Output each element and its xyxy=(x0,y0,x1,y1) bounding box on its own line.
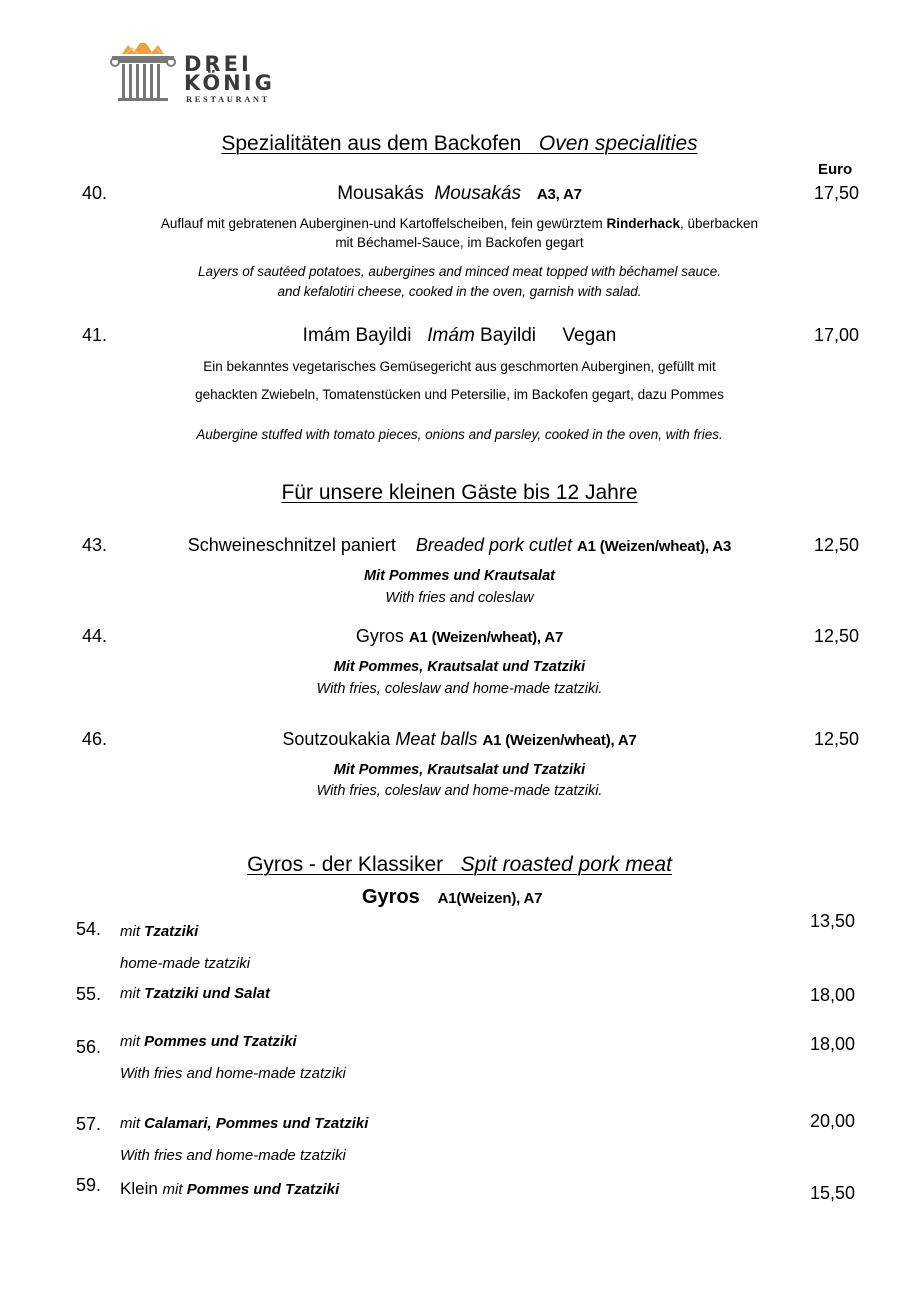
item-price: 12,50 xyxy=(813,626,859,646)
logo-line-koenig: KÖNIG xyxy=(184,71,275,95)
item-title: mit Tzatziki xyxy=(120,923,199,940)
logo-line-restaurant: RESTAURANT xyxy=(186,94,270,104)
item-price: 12,50 xyxy=(813,729,859,749)
gyros-heading: Gyros - der Klassiker Spit roasted pork meat xyxy=(247,853,672,876)
item-price: 12,50 xyxy=(813,535,859,555)
gyros-subtitle: Gyros A1(Weizen), A7 xyxy=(362,886,543,908)
item-side-en: With fries, coleslaw and home-made tzatziki. xyxy=(316,681,603,697)
item-price: 18,00 xyxy=(809,985,855,1005)
restaurant-logo xyxy=(108,42,328,106)
item-title: mit Pommes und Tzatziki xyxy=(120,1033,297,1050)
oven-heading: Spezialitäten aus dem Backofen Oven specialities xyxy=(221,132,698,155)
item-description-en: Aubergine stuffed with tomato pieces, onions and parsley, cooked in the oven, with fries. xyxy=(196,427,723,442)
item-price: 20,00 xyxy=(809,1111,855,1131)
item-description-de: mit Béchamel-Sauce, im Backofen gegart xyxy=(335,235,584,250)
item-side-en: With fries, coleslaw and home-made tzatziki. xyxy=(316,783,603,799)
item-description-de: Ein bekanntes vegetarisches Gemüsegericht aus geschmorten Auberginen, gefüllt mit xyxy=(203,359,716,374)
item-number: 44. xyxy=(82,626,108,646)
item-number: 59. xyxy=(76,1175,102,1195)
item-description-en: With fries and home-made tzatziki xyxy=(120,1065,346,1082)
item-number: 43. xyxy=(82,535,108,555)
item-number: 55. xyxy=(76,984,102,1004)
item-price: 17,00 xyxy=(813,325,859,345)
item-number: 41. xyxy=(82,325,108,345)
item-title: Mousakás Mousakás A3, A7 xyxy=(337,183,582,204)
item-price: 17,50 xyxy=(813,183,859,203)
item-side-de: Mit Pommes, Krautsalat und Tzatziki xyxy=(333,762,586,778)
item-title: mit Calamari, Pommes und Tzatziki xyxy=(120,1115,369,1132)
logo-line-drei: DREI xyxy=(184,52,252,76)
item-side-de: Mit Pommes und Krautsalat xyxy=(364,568,555,584)
column-crown-icon xyxy=(108,42,180,104)
item-side-de: Mit Pommes, Krautsalat und Tzatziki xyxy=(333,659,586,675)
item-title: Schweineschnitzel paniert Breaded pork cutlet A1 (Weizen/wheat), A3 xyxy=(187,535,732,555)
item-description-en: home-made tzatziki xyxy=(120,955,251,972)
item-description-de: Auflauf mit gebratenen Auberginen-und Kartoffelscheiben, fein gewürztem Rinderhack, überbacken xyxy=(160,216,759,231)
currency-label: Euro xyxy=(818,161,853,178)
item-side-en: With fries and coleslaw xyxy=(385,590,534,606)
item-title: Gyros A1 (Weizen/wheat), A7 xyxy=(355,626,564,646)
item-description-en: Layers of sautéed potatoes, aubergines and minced meat topped with béchamel sauce. xyxy=(197,264,722,279)
item-title: Klein mit Pommes und Tzatziki xyxy=(120,1179,340,1198)
item-title: Soutzoukakia Meat balls A1 (Weizen/wheat), A7 xyxy=(282,729,637,749)
kids-heading: Für unsere kleinen Gäste bis 12 Jahre xyxy=(281,481,638,504)
item-number: 46. xyxy=(82,729,108,749)
item-number: 54. xyxy=(76,919,102,939)
item-number: 40. xyxy=(82,183,108,203)
item-price: 15,50 xyxy=(809,1183,855,1203)
item-description-de: gehackten Zwiebeln, Tomatenstücken und Petersilie, im Backofen gegart, dazu Pommes xyxy=(195,387,724,402)
item-price: 18,00 xyxy=(809,1034,855,1054)
item-number: 56. xyxy=(76,1037,102,1057)
item-price: 13,50 xyxy=(809,911,855,931)
item-title: mit Tzatziki und Salat xyxy=(120,985,271,1002)
item-title: Imám Bayildi Imám Bayildi Vegan xyxy=(302,325,617,346)
item-description-en: and kefalotiri cheese, cooked in the oven, garnish with salad. xyxy=(277,284,642,299)
item-description-en: With fries and home-made tzatziki xyxy=(120,1147,346,1164)
item-number: 57. xyxy=(76,1114,102,1134)
